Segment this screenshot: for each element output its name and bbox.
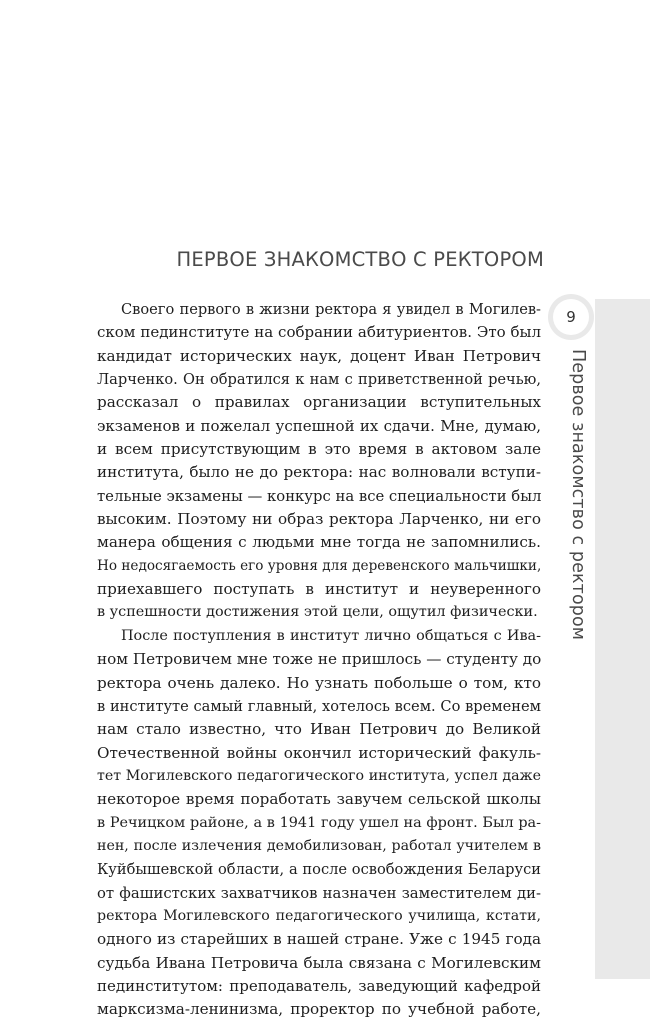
text-line: некоторое время поработать завучем сельской школы [97, 790, 541, 809]
page-number: 9 [553, 299, 589, 335]
text-line: ректора Могилевского педагогического училища, кстати, [97, 907, 541, 924]
text-line: манера общения с людьми мне тогда не запомнились. [97, 533, 541, 552]
paragraph [97, 298, 541, 625]
text-line: кандидат исторических наук, доцент Иван Петрович [97, 346, 541, 365]
page-number-badge [548, 294, 594, 340]
text-line: института, было не до ректора: нас волновали вступи- [97, 463, 541, 482]
text-line: Своего первого в жизни ректора я увидел в Могилев- [121, 301, 541, 318]
text-line: экзаменов и пожелал успешной их сдачи. Мне, думаю, [97, 416, 541, 435]
text-line: тельные экзамены — конкурс на все специальности был [97, 487, 542, 505]
text-line: высоким. Поэтому ни образ ректора Ларченко, ни его [97, 510, 541, 529]
text-line: Куйбышевской области, а после освобождения Беларуси [97, 861, 541, 879]
text-line: марксизма-ленинизма, проректор по учебной работе, [97, 1000, 541, 1019]
paragraph [97, 625, 541, 1022]
side-tab [595, 299, 650, 979]
text-line: Ларченко. Он обратился к нам с приветственной речью, [97, 371, 541, 389]
text-line: ном Петровичем мне тоже не пришлось — студенту до [97, 650, 542, 669]
text-line: ском пединституте на собрании абитуриентов. Это был [97, 323, 541, 342]
running-title: Первое знакомство с ректором [568, 349, 588, 641]
text-line: нен, после излечения демобилизован, работал учителем в [97, 837, 541, 854]
text-line: судьба Ивана Петровича была связана с Могилевским [97, 953, 541, 972]
text-line: от фашистских захватчиков назначен заместителем ди- [97, 884, 541, 902]
text-line: пединститутом: преподаватель, заведующий кафедрой [97, 976, 541, 995]
body-text [97, 298, 541, 1022]
text-line: Отечественной войны окончил исторический факуль- [97, 743, 541, 762]
chapter-title: ПЕРВОЕ ЗНАКОМСТВО С РЕКТОРОМ [176, 248, 544, 271]
text-line: рассказал о правилах организации вступительных [97, 393, 541, 412]
text-line: в Речицком районе, а в 1941 году ушел на фронт. Был ра- [97, 814, 541, 831]
text-line: в успешности достижения этой цели, ощутил физически. [97, 604, 538, 621]
text-line: нам стало известно, что Иван Петрович до Великой [97, 720, 541, 739]
text-line: и всем присутствующим в это время в актовом зале [97, 440, 541, 459]
text-line: Но недосягаемость его уровня для деревенского мальчишки, [97, 557, 542, 574]
text-line: в институте самый главный, хотелось всем. Со временем [97, 697, 541, 715]
text-line: тет Могилевского педагогического института, успел даже [97, 767, 541, 784]
text-line: ректора очень далеко. Но узнать побольше о том, кто [97, 673, 541, 692]
text-line: После поступления в институт лично общаться с Ива- [121, 627, 541, 644]
text-line: одного из старейших в нашей стране. Уже с 1945 года [97, 930, 541, 949]
text-line: приехавшего поступать в институт и неуверенного [97, 580, 541, 599]
